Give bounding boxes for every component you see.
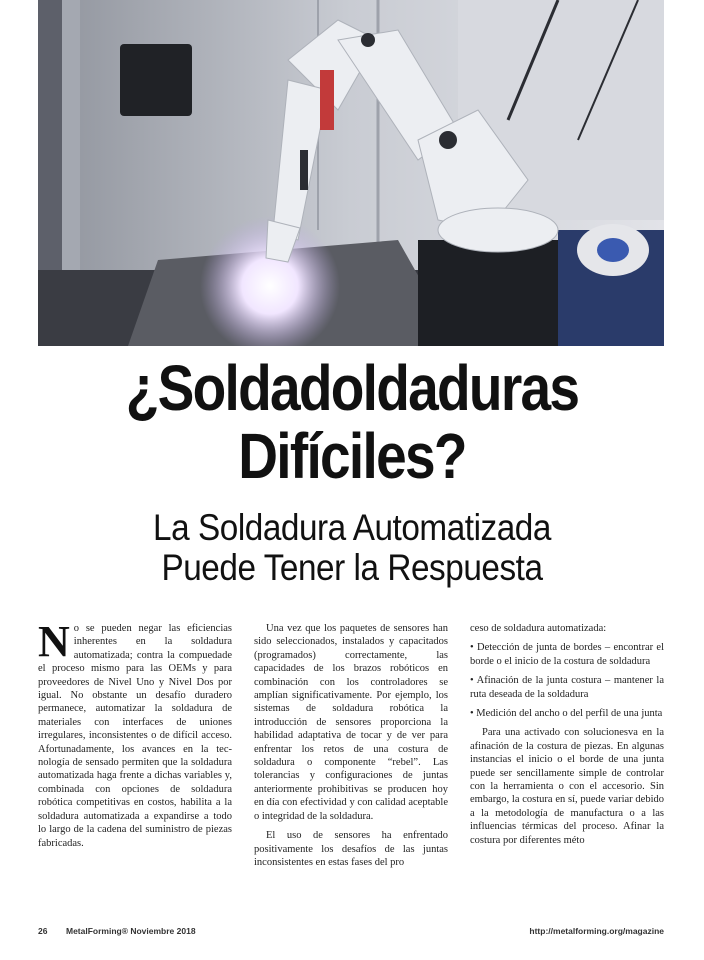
column-2 xyxy=(254,622,448,912)
footer-url: http://metalforming.org/magazine xyxy=(529,926,664,936)
article-subheadline xyxy=(35,508,669,588)
column-1 xyxy=(38,622,232,912)
headline-line-1: ¿Soldadoldaduras xyxy=(125,352,579,424)
article-headline xyxy=(49,354,654,490)
page-footer xyxy=(38,926,664,940)
drop-cap: N xyxy=(38,622,70,666)
paragraph: ceso de soldadura automatizada: xyxy=(470,623,607,634)
robot-welding-photo xyxy=(38,0,664,346)
subheadline-line-2: Puede Tener la Respuesta xyxy=(161,547,543,588)
robot-welding-illustration xyxy=(38,0,664,346)
paragraph: Una vez que los paquetes de sensores han sido seleccionados, instalados y capacitados (programados) correctamente, las capacidades de los brazos robóticos en combinación con los controladores se amplían significativamente. Por ejemplo, los sistemas de soldadura robótica la introducción de sensores proporciona la habilidad adaptativa de tocar y de ver para enfrentar los retos de una costura de soldadura o componente “rebel”. Las tolerancias y configuraciones de juntas anteriormente prohibitivas se producen hoy en día con efectividad y con calidad aceptable o integridad de la soldadura. xyxy=(254,623,448,822)
magazine-issue: MetalForming® Noviembre 2018 xyxy=(66,926,196,936)
paragraph: Para una activado con solucionesva en la afinación de la costura de piezas. En algunas instancias el inicio o el borde de una junta puede ser sencillamente simple de controlar con la herramienta o con el accesorio. Sin embargo, la costura en sí, puede variar debido a la metodología de manufactura o a las influencias térmicas del proceso. Afinar la costura por diferentes méto xyxy=(470,727,664,846)
bullet-item: • Detección de junta de bordes – encontrar el borde o el inicio de la costura de soldadura xyxy=(470,642,664,667)
bullet-item: • Medición del ancho o del perfil de una junta xyxy=(470,708,663,720)
body-columns xyxy=(38,622,664,912)
bullet-item: • Afinación de la junta costura – mantener la ruta deseada de la soldadura xyxy=(470,675,664,700)
paragraph xyxy=(38,622,232,850)
paragraph: El uso de sensores ha enfrentado positivamente los desafíos de las juntas inconsistentes en estas fases del pro xyxy=(254,830,448,868)
headline-line-2: Difíciles? xyxy=(238,420,466,492)
subheadline-line-1: La Soldadura Automatizada xyxy=(153,507,551,548)
paragraph-text: o se pueden negar las eficiencias inherentes en la soldadura automatizada; contra la compuedade el proceso mismo para las OEMs y para proveedores de Nivel Uno y Nivel Dos por igual. No obstante un desafío duradero permanece, automatizar la soldadura de materiales con interfaces de uniones irregulares, inconsistentes o de difícil acceso. Afortunadamente, los avances en la tecnología de sensado permiten que la soldadura automatizada haga frente a dichas variables y, combinada con opciones de soldadura robótica competitivas en costos, habilita a la soldadura automatizada a expandirse a todo lo largo de la cadena del suministro de piezas fabricadas. xyxy=(38,623,232,849)
page-number: 26 xyxy=(38,926,48,936)
column-3 xyxy=(470,622,664,912)
